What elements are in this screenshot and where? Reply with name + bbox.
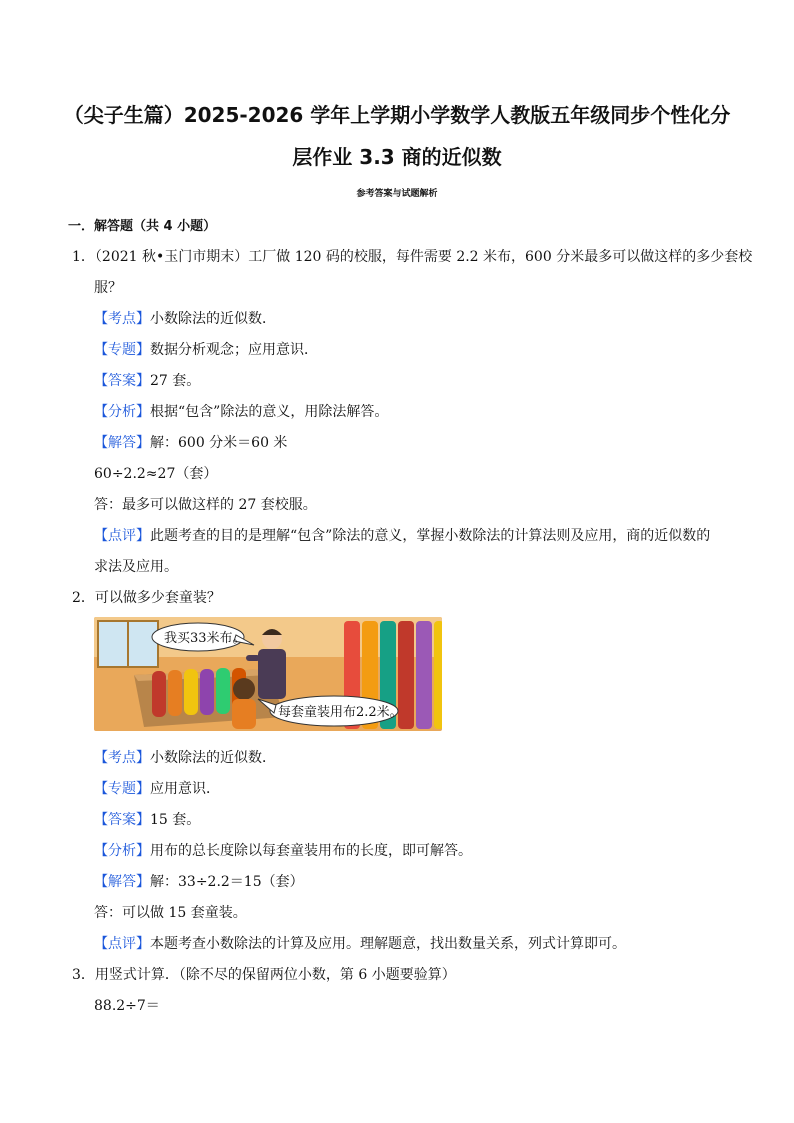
- q1-dianping: [94, 526, 710, 546]
- q2-fenxi: [94, 841, 472, 861]
- subtitle: 参考答案与试题解析: [356, 189, 438, 199]
- q1-kaodian-text: 小数除法的近似数．: [150, 311, 276, 327]
- q2-zhuanti: [94, 779, 220, 799]
- q1-fenxi: [94, 402, 388, 422]
- q2-daan-text: 15 套。: [150, 812, 201, 828]
- q1-jieda: [94, 433, 287, 453]
- q1-stem-line-2: 服？: [94, 280, 122, 296]
- q1-daan: [94, 371, 200, 391]
- q2-dianping-text: 本题考查小数除法的计算及应用。理解题意，找出数量关系，列式计算即可。: [150, 936, 626, 952]
- q2-kaodian: [94, 748, 276, 768]
- q2-fenxi-text: 用布的总长度除以每套童装用布的长度，即可解答。: [150, 843, 472, 859]
- q2-jieda-tag: 【解答】: [94, 874, 150, 890]
- q1-calc: 60÷2.2≈27（套）: [94, 466, 218, 482]
- q2-daan-tag: 【答案】: [94, 812, 150, 828]
- q1-kaodian-tag: 【考点】: [94, 311, 150, 327]
- q1-stem-line-1: 1．（2021 秋•玉门市期末）工厂做 120 码的校服，每件需要 2.2 米布，600 分米最多可以做这样的多少套校: [72, 249, 753, 265]
- q1-answer: 答：最多可以做这样的 27 套校服。: [94, 497, 317, 513]
- q1-fenxi-tag: 【分析】: [94, 404, 150, 420]
- q1-zhuanti-tag: 【专题】: [94, 342, 150, 358]
- title-line-1: （尖子生篇）2025-2026 学年上学期小学数学人教版五年级同步个性化分: [63, 103, 731, 127]
- q1-dianping-text: 此题考查的目的是理解“包含”除法的意义，掌握小数除法的计算法则及应用，商的近似数的: [150, 528, 711, 544]
- q1-dianping-line-2: 求法及应用。: [94, 559, 178, 575]
- q2-zhuanti-tag: 【专题】: [94, 781, 150, 797]
- q1-jieda-tag: 【解答】: [94, 435, 150, 451]
- q1-daan-tag: 【答案】: [94, 373, 150, 389]
- bubble-2-text: 每套童装用布2.2米。: [278, 705, 403, 720]
- q2-dianping: [94, 934, 626, 954]
- girl-customer: [232, 678, 256, 729]
- bubble-1-text: 我买33米布。: [164, 631, 246, 646]
- q2-answer: 答：可以做 15 套童装。: [94, 905, 247, 921]
- q2-dianping-tag: 【点评】: [94, 936, 150, 952]
- q2-kaodian-text: 小数除法的近似数．: [150, 750, 276, 766]
- illustration-svg: [94, 617, 442, 731]
- q1-daan-text: 27 套。: [150, 373, 201, 389]
- q2-daan: [94, 810, 200, 830]
- q1-kaodian: [94, 309, 276, 329]
- title-line-2: 层作业 3.3 商的近似数: [292, 145, 502, 169]
- section-heading: 一．解答题（共 4 小题）: [68, 219, 217, 234]
- q1-jieda-text: 解：600 分米＝60 米: [150, 435, 288, 451]
- q1-fenxi-text: 根据“包含”除法的意义，用除法解答。: [150, 404, 389, 420]
- q2-fenxi-tag: 【分析】: [94, 843, 150, 859]
- q2-jieda-text: 解：33÷2.2＝15（套）: [150, 874, 304, 890]
- q2-jieda: [94, 872, 304, 892]
- q1-zhuanti-text: 数据分析观念；应用意识．: [150, 342, 318, 358]
- q1-zhuanti: [94, 340, 318, 360]
- fabric-shop-illustration: [94, 617, 442, 731]
- q2-stem: 2．可以做多少套童装？: [72, 590, 221, 606]
- q2-zhuanti-text: 应用意识．: [150, 781, 220, 797]
- q2-kaodian-tag: 【考点】: [94, 750, 150, 766]
- q3-expr: 88.2÷7＝: [94, 998, 160, 1014]
- q1-dianping-tag: 【点评】: [94, 528, 150, 544]
- q3-stem: 3．用竖式计算．（除不尽的保留两位小数，第 6 小题要验算）: [72, 967, 456, 983]
